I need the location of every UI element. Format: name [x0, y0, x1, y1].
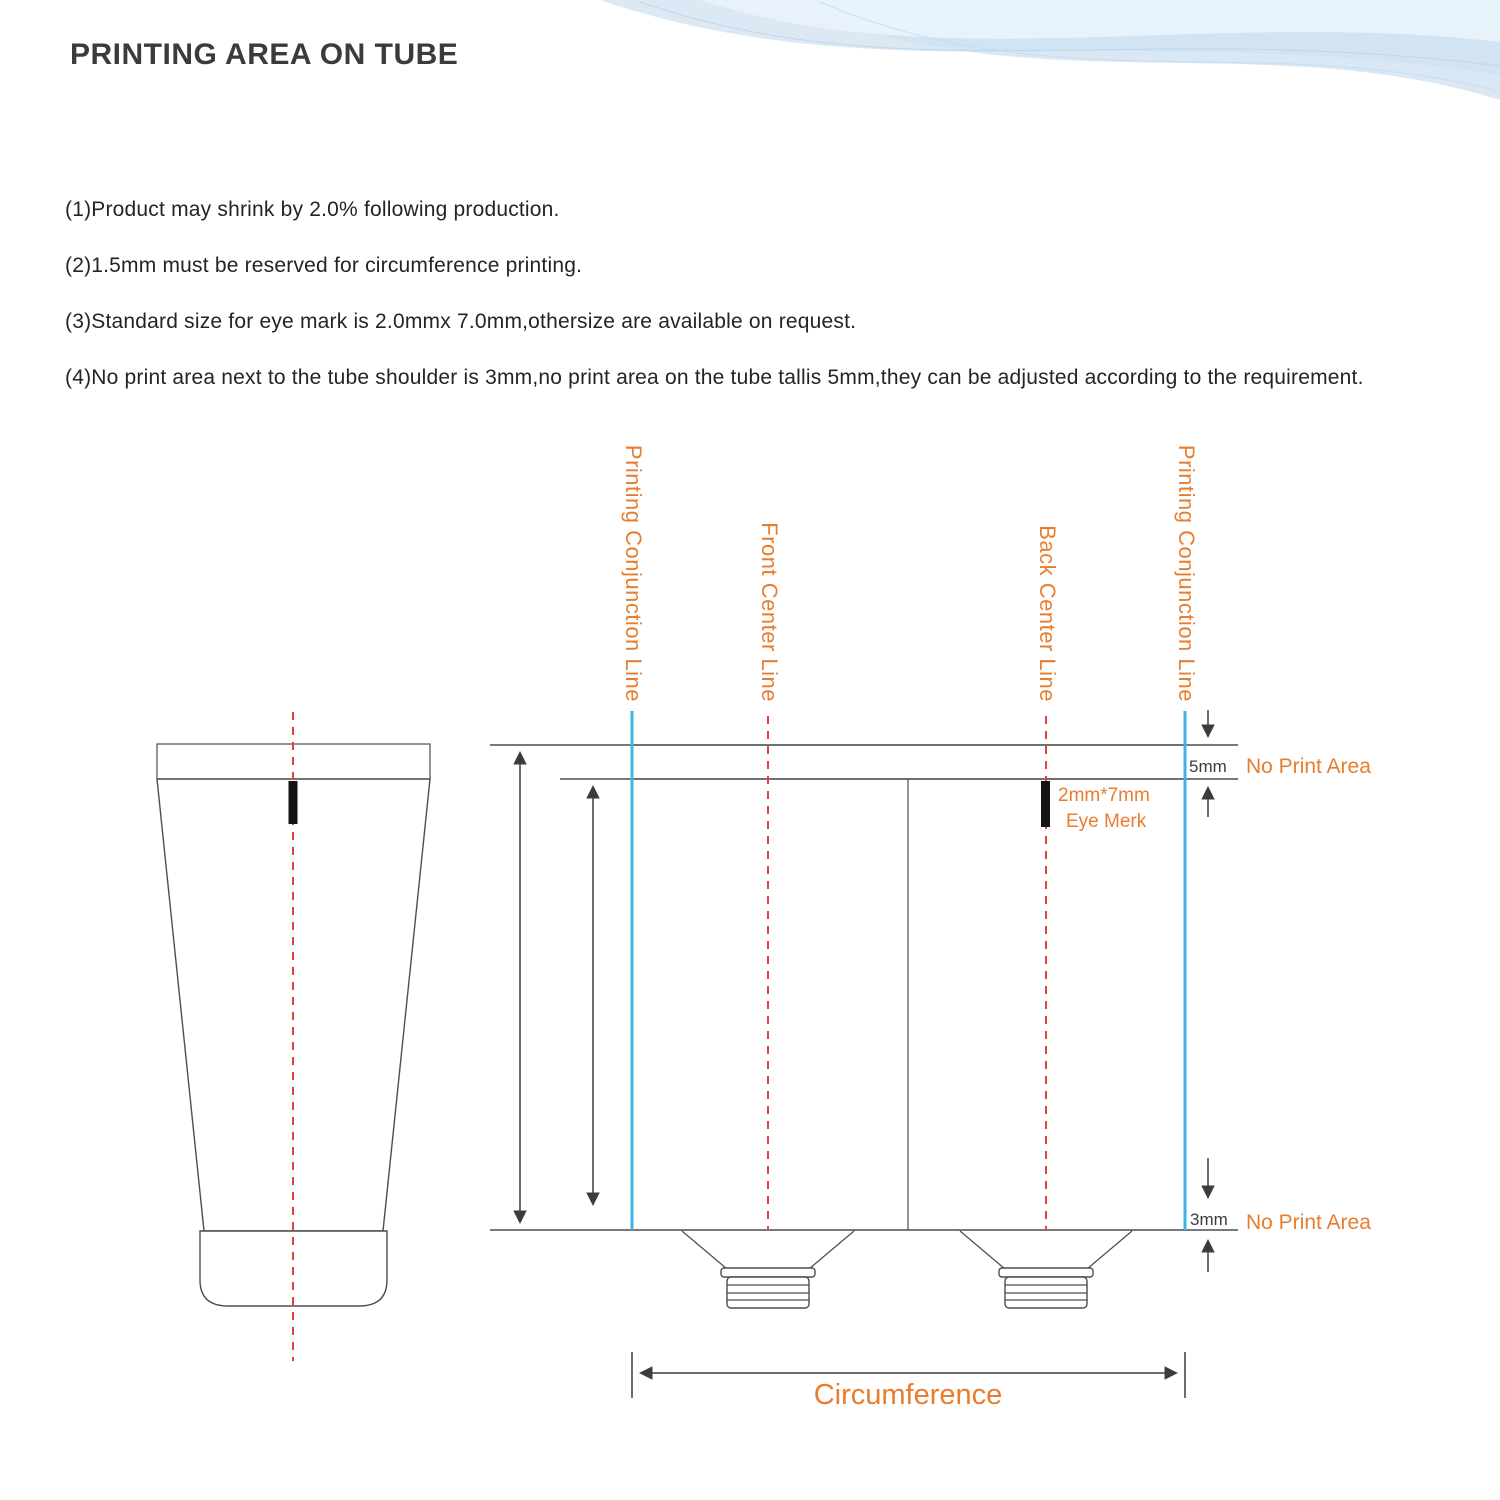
- top-no-print-label: No Print Area: [1246, 755, 1371, 778]
- eye-mark-size-label: 2mm*7mm: [1058, 785, 1150, 806]
- tube-side-view: [157, 712, 430, 1361]
- top-margin-value: 5mm: [1189, 757, 1227, 776]
- circumference-label: Circumference: [813, 1379, 1003, 1411]
- front-center-line-label: Front Center Line: [757, 522, 782, 702]
- note-1: (1)Product may shrink by 2.0% following production.: [65, 198, 560, 221]
- printing-conjunction-left-label: Printing Conjunction Line: [621, 444, 646, 702]
- back-tube-neck: [960, 1231, 1132, 1308]
- tube-eye-mark: [289, 781, 298, 824]
- note-4: (4)No print area next to the tube shoulder is 3mm,no print area on the tube tallis 5mm,they can be adjusted according to the requirement.: [65, 366, 1364, 389]
- guide-line-labels: [621, 445, 1199, 702]
- note-2: (2)1.5mm must be reserved for circumference printing.: [65, 254, 583, 277]
- flattened-tube-layout: [490, 710, 1371, 1411]
- page-title: PRINTING AREA ON TUBE: [70, 38, 459, 71]
- note-3: (3)Standard size for eye mark is 2.0mmx 7.0mm,othersize are available on request.: [65, 310, 857, 333]
- bottom-margin-value: 3mm: [1190, 1210, 1228, 1229]
- eye-mark-name-label: Eye Merk: [1066, 811, 1147, 832]
- back-center-line-label: Back Center Line: [1035, 525, 1060, 702]
- printing-conjunction-right-label: Printing Conjunction Line: [1174, 444, 1199, 702]
- layout-crimp-hatch: [632, 745, 1185, 779]
- bottom-no-print-label: No Print Area: [1246, 1211, 1371, 1234]
- layout-eye-mark: [1041, 781, 1050, 827]
- front-tube-neck: [682, 1231, 854, 1308]
